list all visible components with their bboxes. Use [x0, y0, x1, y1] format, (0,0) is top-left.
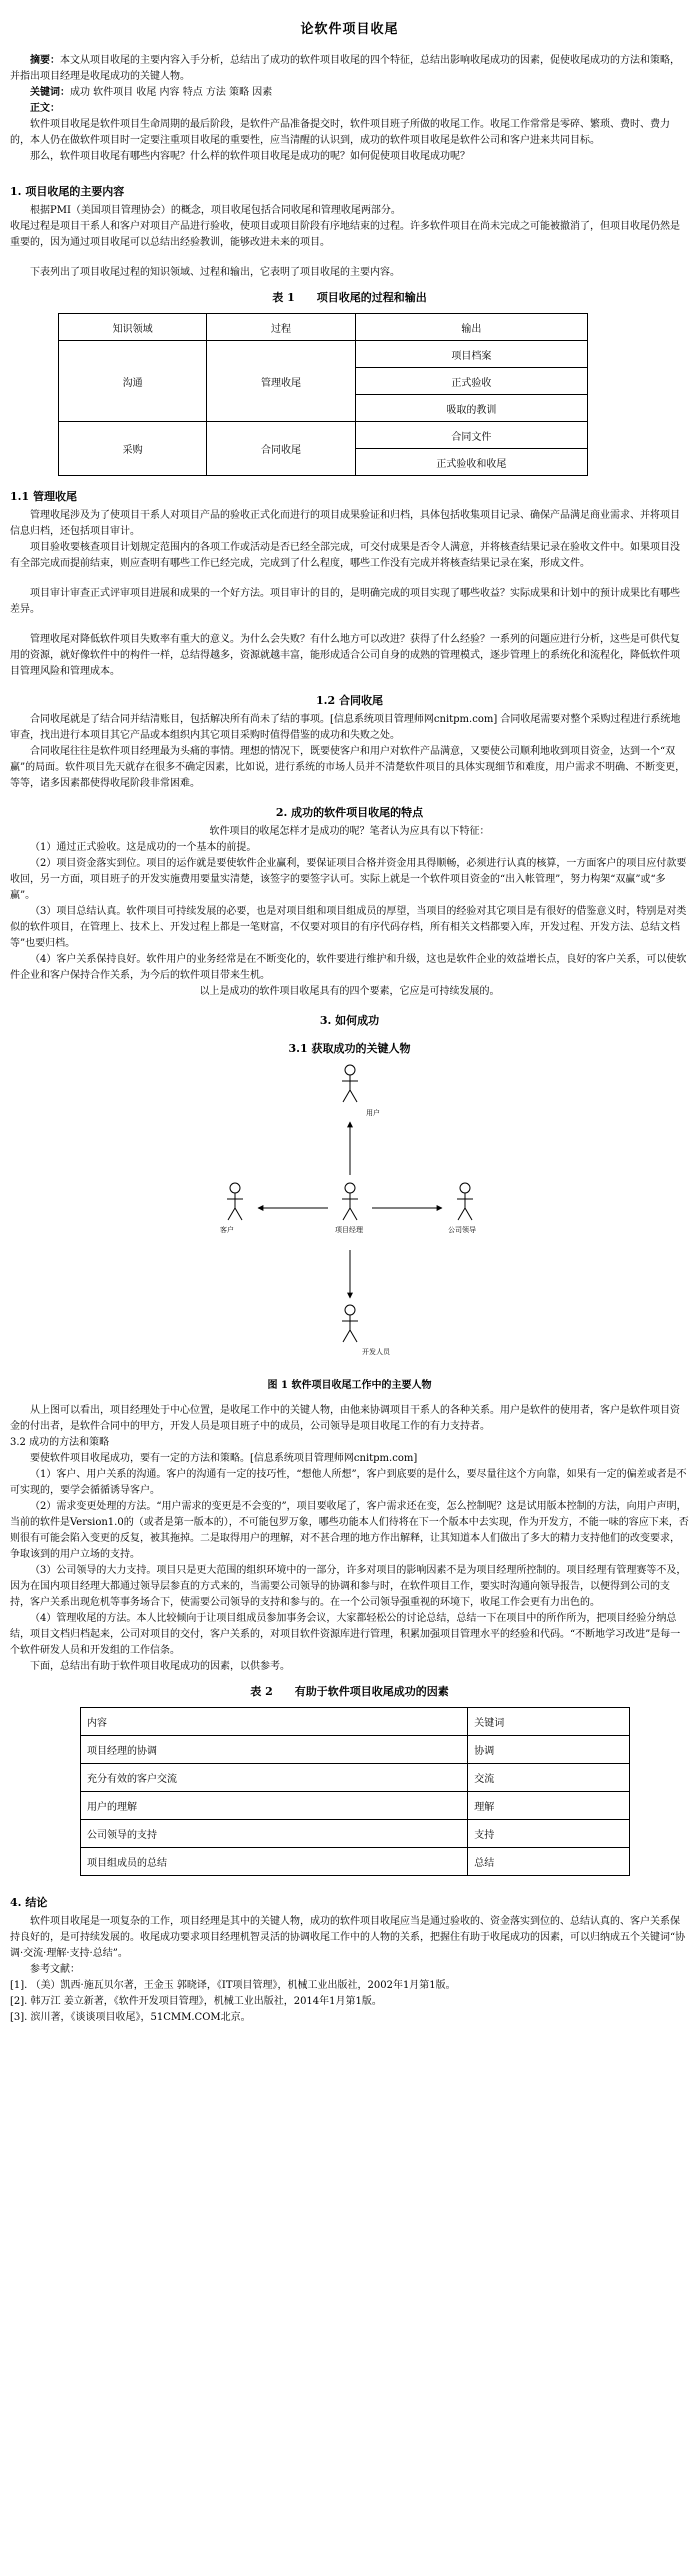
section-heading-1: 1. 项目收尾的主要内容 — [10, 185, 125, 198]
s2-item: （4）客户关系保持良好。软件用户的业务经常是在不断变化的，软件要进行维护和升级，这也是软件企业的效益增长点，良好的客户关系，可以使软件企业和客户保持合作关系，为今后的软件项目带来生机。 — [10, 954, 687, 981]
table-row — [81, 1848, 630, 1876]
table1-caption: 表 1 项目收尾的过程和输出 — [272, 291, 427, 304]
intro-paragraph: 那么，软件项目收尾有哪些内容呢？什么样的软件项目收尾是成功的呢？如何促使项目收尾成功呢？ — [30, 151, 470, 162]
table-cell-process: 合同收尾 — [207, 422, 355, 476]
s11-paragraph: 管理收尾对降低软件项目失败率有重大的意义。为什么会失败？有什么地方可以改进？获得了什么经验？一系列的问题应进行分析，这些是可供代复用的资源，就好像软件中的构件一样，总结得越多，资源就越丰富，能形成适合公司自身的成熟的管理模式，逐步管理上的系统化和流程化，降低软件项目管理风险和管理成本。 — [10, 634, 680, 677]
body-label: 正文： — [30, 103, 60, 114]
table1-intro: 下表列出了项目收尾过程的知识领域、过程和输出，它表明了项目收尾的主要内容。 — [30, 267, 400, 278]
table2-caption: 表 2 有助于软件项目收尾成功的因素 — [250, 1685, 449, 1698]
table-cell-output: 正式验收 — [355, 368, 587, 395]
abstract-text: 本文从项目收尾的主要内容入手分析，总结出了成功的软件项目收尾的四个特征，总结出影响收尾成功的因素，促使收尾成功的方法和策略，并指出项目经理是收尾成功的关键人物。 — [10, 55, 680, 82]
s12-paragraph: 合同收尾就是了结合同并结清账目，包括解决所有尚未了结的事项。[信息系统项目管理师网cnitpm.com] 合同收尾需要对整个采购过程进行系统地审查，找出进行本项目其它产品或本组织内其它项目采购时值得借鉴的成功和失败之处。 — [10, 714, 681, 741]
s32-paragraph: 要使软件项目收尾成功，要有一定的方法和策略。[信息系统项目管理师网cnitpm.com] — [30, 1453, 418, 1464]
references — [10, 1962, 689, 2026]
table-row — [59, 341, 588, 368]
table-cell-area: 采购 — [59, 422, 207, 476]
page-title: 论软件项目收尾 — [300, 22, 399, 37]
section-heading-3-1: 3.1 获取成功的关键人物 — [288, 1042, 411, 1055]
customer-figure-icon — [227, 1183, 243, 1220]
s2-intro: 软件项目的收尾怎样才是成功的呢？笔者认为应具有以下特征： — [209, 826, 490, 837]
s4-paragraph: 软件项目收尾是一项复杂的工作，项目经理是其中的关键人物，成功的软件项目收尾应当是通过验收的、资金落实到位的、总结认真的、客户关系保持良好的，是可持续发展的。收尾成功要求项目经理机智灵活的协调收尾工作中的人物的关系，把握住有助于收尾成功的因素，可以归纳成五个关键词“协调·交流·理解·支持·总结”。 — [10, 1916, 686, 1959]
references-label: 参考文献： — [30, 1964, 80, 1975]
table-cell-output: 项目档案 — [355, 341, 587, 368]
s12-paragraph: 合同收尾往往是软件项目经理最为头痛的事情。理想的情况下，既要使客户和用户对软件产品满意，又要使公司顺利地收到项目资金，达到一个“双赢”的局面。软件项目先天就存在很多不确定因素，比如说，进行系统的市场人员并不清楚软件项目的具体实现细节和难度，用户需求不明确、不断变更，等等，诸多因素都使得收尾阶段非常困难。 — [10, 746, 686, 789]
table-cell: 理解 — [468, 1792, 630, 1820]
figure-key-people-diagram — [190, 1060, 510, 1360]
label-customer: 客户 — [219, 1226, 234, 1234]
user-figure-icon — [342, 1065, 358, 1102]
table-cell: 协调 — [468, 1736, 630, 1764]
table2-intro: 下面，总结出有助于软件项目收尾成功的因素，以供参考。 — [30, 1661, 290, 1672]
table-cell: 充分有效的客户交流 — [81, 1764, 468, 1792]
s31-paragraph: 从上图可以看出，项目经理处于中心位置，是收尾工作中的关键人物，由他来协调项目干系人的各种关系。用户是软件的使用者，客户是软件项目资金的付出者，是软件合同中的甲方，开发人员是项目班子中的成员，公司领导是项目收尾工作的有力支持者。 — [10, 1405, 680, 1432]
s1-paragraph: 收尾过程是项目干系人和客户对项目产品进行验收，使项目或项目阶段有序地结束的过程。许多软件项目在尚未完成之可能被撤消了，但项目收尾仍然是重要的，因为通过项目收尾可以总结出经验教训，能够改进未来的项目。 — [10, 221, 680, 248]
table-header-row — [81, 1708, 630, 1736]
s32-paragraph: （4）管理收尾的方法。本人比较倾向于让项目组成员参加事务会议，大家都轻松公的讨论总结，总结一下在项目中的所作所为，把项目经验分纳总结，项目文档归档起来，公司对项目的交付，客户关系的，对项目软件资源库进行管理，积累加强项目管理水平的经验和代码。“不断地学习改进”是每一个软件研发人员和开发组的工作信条。 — [10, 1613, 681, 1656]
table-cell: 总结 — [468, 1848, 630, 1876]
table-cell: 项目经理的协调 — [81, 1736, 468, 1764]
reference-item: [2]. 韩万江 姜立新著，《软件开发项目管理》，机械工业出版社，2014年1月第1版。 — [10, 1996, 382, 2007]
table-cell: 支持 — [468, 1820, 630, 1848]
developer-figure-icon — [342, 1305, 358, 1342]
s11-paragraph: 管理收尾涉及为了使项目干系人对项目产品的验收正式化而进行的项目成果验证和归档，具体包括收集项目记录、确保产品满足商业需求、并将项目信息归档，还包括项目审计。 — [10, 510, 680, 537]
table-cell-output: 吸取的教训 — [355, 395, 587, 422]
section-heading-3-2: 3.2 成功的方法和策略 — [10, 1437, 110, 1448]
section-heading-3: 3. 如何成功 — [319, 1014, 380, 1027]
s2-item: （1）通过正式验收。这是成功的一个基本的前提。 — [30, 842, 257, 853]
label-developer: 开发人员 — [361, 1348, 390, 1356]
table-cell: 交流 — [468, 1764, 630, 1792]
figure-caption: 图 1 软件项目收尾工作中的主要人物 — [267, 1380, 432, 1391]
reference-item: [1]. （美）凯西·施瓦贝尔著，王金玉 郭晓译，《IT项目管理》，机械工业出版社，2002年1月第1版。 — [10, 1980, 456, 1991]
table-header-row — [59, 314, 588, 341]
s32-paragraph: （3）公司领导的大力支持。项目只是更大范围的组织环境中的一部分，许多对项目的影响因素不是为项目经理所控制的。项目经理有管理赛等不及，因为在国内项目经理大都通过领导层参直的方式来的，当需要公司领导的协调和参与时，在软件项目工作，要实时沟通向领导报告，以便得到公司的支持，客户关系出现危机等事务场合下，使需要公司领导的支持和参与的。在一个公司领导强重视的环境下，收尾工作会更有力出色的。 — [10, 1565, 687, 1608]
s2-item: （3）项目总结认真。软件项目可持续发展的必要，也是对项目组和项目组成员的厚望，当项目的经验对其它项目是有很好的借鉴意义时，特别是对类似的软件项目，在管理上、技术上、开发过程上都是一笔财富，不仅要对项目的有序代码存档，所有相关文档都要入库，开发过程、开发方法、总结文档等”也要归档。 — [10, 906, 687, 949]
s2-outro: 以上是成功的软件项目收尾具有的四个要素，它应是可持续发展的。 — [199, 986, 500, 997]
intro-paragraph: 软件项目收尾是软件项目生命周期的最后阶段，是软件产品准备提交时，软件项目班子所做的收尾工作。收尾工作常常是零碎、繁琐、费时、费力的，本人仍在做软件项目时一定要注重项目收尾的重要性，应当清醒的认识到，成功的软件项目收尾是软件公司和客户进来共同目标。 — [10, 119, 670, 146]
table-header-cell: 输出 — [355, 314, 587, 341]
keywords — [10, 85, 689, 101]
label-company-leader: 公司领导 — [447, 1226, 476, 1234]
s2-item: （2）项目资金落实到位。项目的运作就是要使软件企业赢利，要保证项目合格并资金用具得顺畅，必须进行认真的核算，一方面客户的项目应付款要收回，另一方面，项目班子的开发实施费用要量实清楚，该签字的要签字认可。实际上就是一个软件项目资金的“出入帐管理”，努力构架“双赢”或“多赢”。 — [10, 858, 687, 901]
table-process-outputs — [58, 313, 588, 476]
table-cell-area: 沟通 — [59, 341, 207, 422]
table-row — [81, 1792, 630, 1820]
table-header-cell: 内容 — [81, 1708, 468, 1736]
s11-paragraph: 项目验收要核查项目计划规定范围内的各项工作或活动是否已经全部完成，可交付成果是否令人满意，并将核查结果记录在验收文件中。如果项目没有全部完成而提前结束，则应查明有哪些工作已经完成，完成到了什么程度，哪些工作没有完成并将核查结果记录在案，形成文件。 — [10, 542, 680, 569]
table-cell-process: 管理收尾 — [207, 341, 355, 422]
s1-paragraph: 根据PMI（美国项目管理协会）的概念，项目收尾包括合同收尾和管理收尾两部分。 — [30, 205, 401, 216]
s32-paragraph: （1）客户、用户关系的沟通。客户的沟通有一定的技巧性，“想他人所想”，客户到底要的是什么，要尽量往这个方向靠，如果有一定的偏差或者是不可实现的，要学会循循诱导客户。 — [10, 1469, 687, 1496]
s32-paragraph: （2）需求变更处理的方法。“用户需求的变更是不会变的”，项目要收尾了，客户需求还在变，怎么控制呢？这是试用版本控制的方法，向用户声明，当前的软件是Version1.0的（或者是第一版本的），不可能包罗万象，哪些功能本人们待将在下一个版本中去实现，作为开发方，不能一味的容应下来，否则很有可能会陷入变更的反复，被其拖掉。二是取得用户的理解，对不甚合理的地方作出解释，让其知道本人们做出了多大的精力支持他们的改变要求，争取该到的用户立场的支持。 — [10, 1501, 689, 1560]
table-row — [81, 1764, 630, 1792]
table-header-cell: 知识领域 — [59, 314, 207, 341]
table-cell-output: 合同文件 — [355, 422, 587, 449]
abstract-label: 摘要： — [30, 55, 60, 66]
leader-figure-icon — [457, 1183, 473, 1220]
reference-item: [3]. 滨川著，《谈谈项目收尾》，51CMM.COM北京。 — [10, 2012, 251, 2023]
keywords-label: 关键词： — [30, 87, 70, 98]
section-heading-1-2: 1.2 合同收尾 — [316, 694, 383, 707]
table-row — [59, 422, 588, 449]
table-header-cell: 关键词 — [468, 1708, 630, 1736]
s11-paragraph: 项目审计审查正式评审项目进展和成果的一个好方法。项目审计的目的，是明确完成的项目实现了哪些收益？实际成果和计划中的预计成果比有哪些差异。 — [10, 588, 680, 615]
label-project-manager: 项目经理 — [334, 1226, 363, 1234]
table-cell-output: 正式验收和收尾 — [355, 449, 587, 476]
project-manager-figure-icon — [342, 1183, 358, 1220]
table-cell: 公司领导的支持 — [81, 1820, 468, 1848]
diagram-svg — [190, 1060, 510, 1360]
table-row — [81, 1820, 630, 1848]
section-heading-1-1: 1.1 管理收尾 — [10, 490, 77, 503]
section-heading-2: 2. 成功的软件项目收尾的特点 — [275, 806, 424, 819]
table-success-factors — [80, 1707, 630, 1876]
table-row — [81, 1736, 630, 1764]
keywords-text: 成功 软件项目 收尾 内容 特点 方法 策略 因素 — [70, 87, 273, 98]
table-cell: 用户的理解 — [81, 1792, 468, 1820]
abstract — [10, 53, 689, 85]
label-user: 用户 — [365, 1109, 380, 1117]
table-cell: 项目组成员的总结 — [81, 1848, 468, 1876]
section-heading-4: 4. 结论 — [10, 1896, 48, 1909]
table-header-cell: 过程 — [207, 314, 355, 341]
